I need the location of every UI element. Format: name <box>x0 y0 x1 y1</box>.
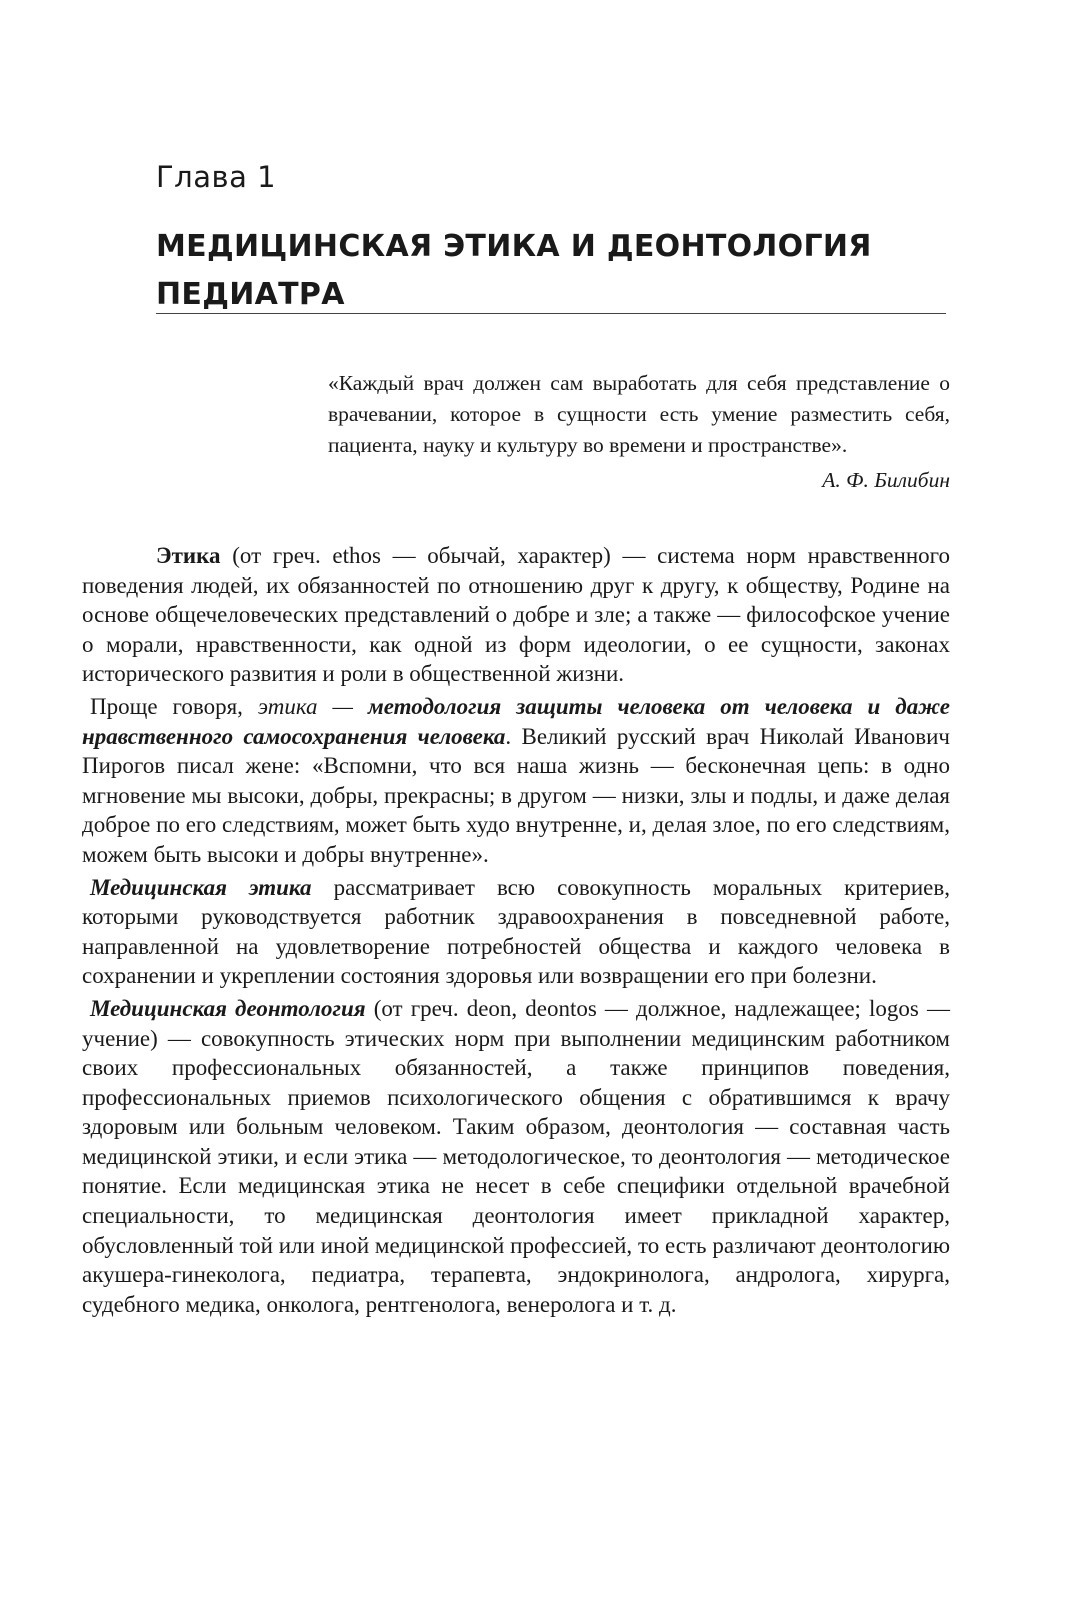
paragraph-simply <box>82 692 950 870</box>
paragraph-simply-text: . Великий русский врач Николай Иванович Пирогов писал жене: «Вспомни, что вся наша жизнь — бесконечная цепь: в одно мгновение мы высоки, добры, прекрасны; в другом — низки, злы и подлы, и даже делая доброе по его следствиям, может быть худо внутренне, и, делая злое, по его следствиям, можем быть высоки и добры внутренне». <box>82 723 950 867</box>
epigraph-author: А. Ф. Билибин <box>822 468 950 492</box>
paragraph-ethics <box>82 541 950 689</box>
term-medical-deontology: Медицинская деонтология <box>90 995 366 1021</box>
paragraph-simply-lead: Проще говоря, <box>90 693 258 719</box>
chapter-title <box>156 223 956 319</box>
chapter-title-line-2: ПЕДИАТРА <box>156 277 345 312</box>
paragraph-ethics-text: (от греч. ethos — обычай, характер) — система норм нравственного поведения людей, их обязанностей по отношению друг к другу, к обществу, Родине на основе общечеловеческих представлений о добре и зле; а также — философское учение о морали, нравственности, как одной из форм идеологии, о ее сущности, законах исторического развития и роли в общественной жизни. <box>82 543 950 687</box>
term-medical-ethics: Медицинская этика <box>90 874 312 900</box>
chapter-title-line-1: МЕДИЦИНСКАЯ ЭТИКА И ДЕОНТОЛОГИЯ <box>156 229 872 264</box>
paragraph-simply-emphasis: методология защиты человека от человека и даже нравственного самосохранения человека <box>82 693 950 749</box>
epigraph-quote: «Каждый врач должен сам выработать для себя представление о врачевании, которое в сущности есть умение разместить себя, пациента, науку и культуру во времени и пространстве». <box>328 371 950 457</box>
title-divider <box>156 313 946 314</box>
epigraph <box>328 368 950 496</box>
paragraph-medical-ethics-text: рассматривает всю совокупность моральных критериев, которыми руководствуется работник здравоохранения в повседневной работе, направленной на удовлетворение потребностей общества и каждого человека в сохранении и укреплении состояния здоровья или возвращении его при болезни. <box>82 874 950 989</box>
paragraph-medical-deontology-text: (от греч. deon, deontos — должное, надлежащее; logos — учение) — совокупность этических норм при выполнении медицинским работником своих профессиональных обязанностей, а также принципов поведения, профессиональных приемов психологического общения с обратившимся к врачу здоровым или больным человеком. Таким образом, деонтология — составная часть медицинской этики, и если этика — методологическое, то деонтология — методическое понятие. Если медицинская этика не несет в себе специфики отдельной врачебной специальности, то медицинская деонтология имеет прикладной характер, обусловленный той или иной медицинской профессией, то есть различают деонтологию акушера-гинеколога, педиатра, терапевта, эндокринолога, андролога, хирурга, судебного медика, онколога, рентгенолога, венеролога и т. д. <box>82 995 950 1317</box>
paragraph-medical-deontology <box>82 994 950 1320</box>
chapter-label: Глава 1 <box>156 160 277 194</box>
term-ethics: Этика <box>156 543 221 568</box>
body-text <box>82 541 950 1322</box>
paragraph-medical-ethics <box>82 873 950 991</box>
paragraph-simply-lead-italic: этика — <box>257 693 369 719</box>
